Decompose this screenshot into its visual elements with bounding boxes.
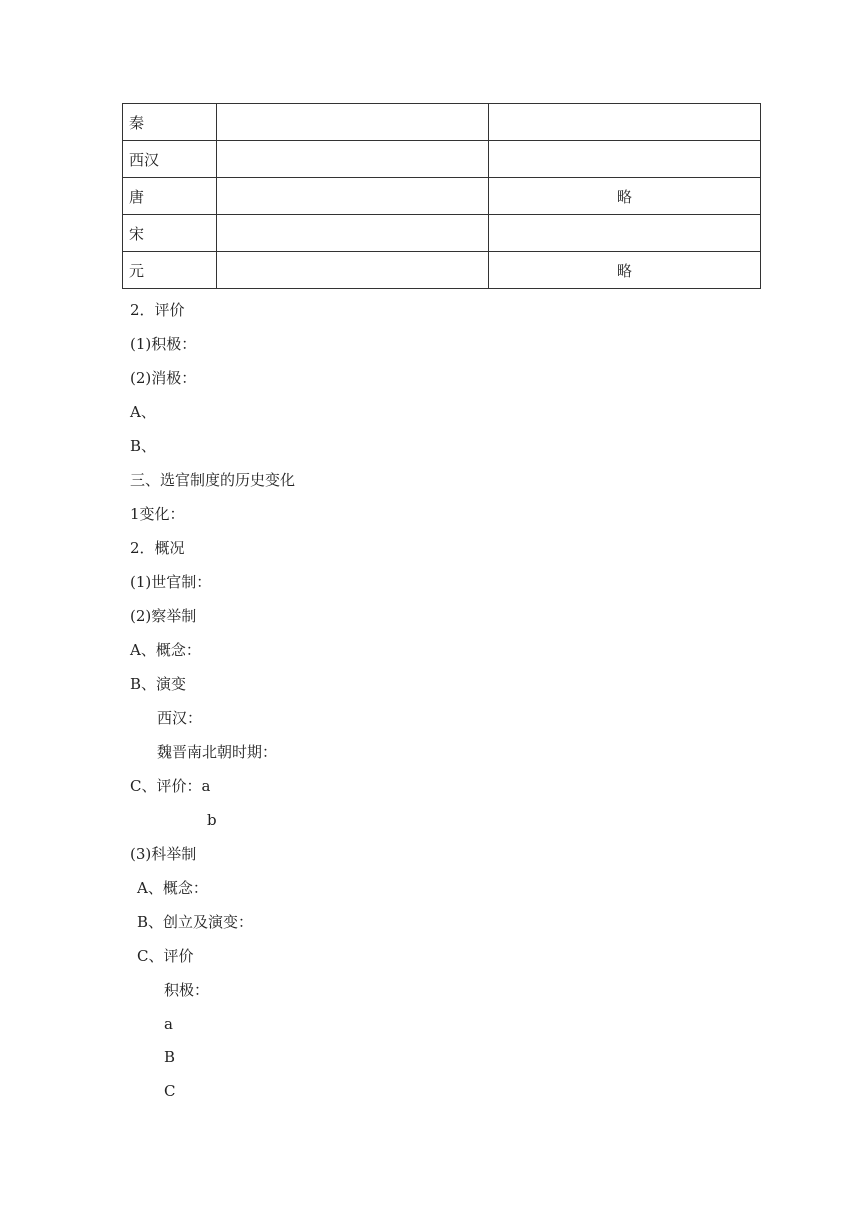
note-cell: 略 bbox=[489, 252, 761, 289]
dynasty-cell: 西汉 bbox=[123, 141, 217, 178]
dynasty-table bbox=[122, 103, 761, 289]
overview-heading: 2．概况 bbox=[130, 539, 185, 557]
table-row bbox=[123, 252, 761, 289]
content-cell bbox=[217, 178, 489, 215]
table-row bbox=[123, 215, 761, 252]
change-item: 1变化： bbox=[130, 505, 185, 523]
content-cell bbox=[217, 252, 489, 289]
exam-positive-item: 积极： bbox=[164, 981, 210, 999]
imperial-exam-item: (3)科举制 bbox=[130, 845, 197, 863]
content-cell bbox=[217, 141, 489, 178]
exam-positive-b: B bbox=[164, 1048, 176, 1066]
table-row bbox=[123, 141, 761, 178]
recommendation-system-item: (2)察举制 bbox=[130, 607, 197, 625]
negative-sub-a: A、 bbox=[130, 403, 156, 421]
evaluation-a-item: C、评价：a bbox=[130, 777, 211, 795]
exam-positive-c: C bbox=[164, 1082, 176, 1100]
hereditary-system-item: (1)世官制： bbox=[130, 573, 212, 591]
table-row bbox=[123, 178, 761, 215]
exam-concept-item: A、概念： bbox=[137, 879, 208, 897]
dynasty-cell: 秦 bbox=[123, 104, 217, 141]
note-cell bbox=[489, 141, 761, 178]
western-han-item: 西汉： bbox=[157, 709, 203, 727]
section-heading-evaluation: 2．评价 bbox=[130, 301, 185, 319]
negative-item: (2)消极： bbox=[130, 369, 197, 387]
negative-sub-b: B、 bbox=[130, 437, 157, 455]
evaluation-b-item: b bbox=[207, 811, 217, 829]
exam-positive-a: a bbox=[164, 1015, 173, 1033]
dynasty-cell: 宋 bbox=[123, 215, 217, 252]
positive-item: (1)积极： bbox=[130, 335, 197, 353]
exam-evaluation-item: C、评价 bbox=[137, 947, 194, 965]
content-cell bbox=[217, 215, 489, 252]
note-cell: 略 bbox=[489, 178, 761, 215]
content-cell bbox=[217, 104, 489, 141]
note-cell bbox=[489, 215, 761, 252]
evolution-item: B、演变 bbox=[130, 675, 187, 693]
exam-founding-item: B、创立及演变： bbox=[137, 913, 254, 931]
concept-item: A、概念： bbox=[130, 641, 201, 659]
dynasty-cell: 元 bbox=[123, 252, 217, 289]
section-title: 三、选官制度的历史变化 bbox=[130, 471, 296, 489]
note-cell bbox=[489, 104, 761, 141]
dynasty-cell: 唐 bbox=[123, 178, 217, 215]
table-row bbox=[123, 104, 761, 141]
wei-jin-item: 魏晋南北朝时期： bbox=[157, 743, 278, 761]
